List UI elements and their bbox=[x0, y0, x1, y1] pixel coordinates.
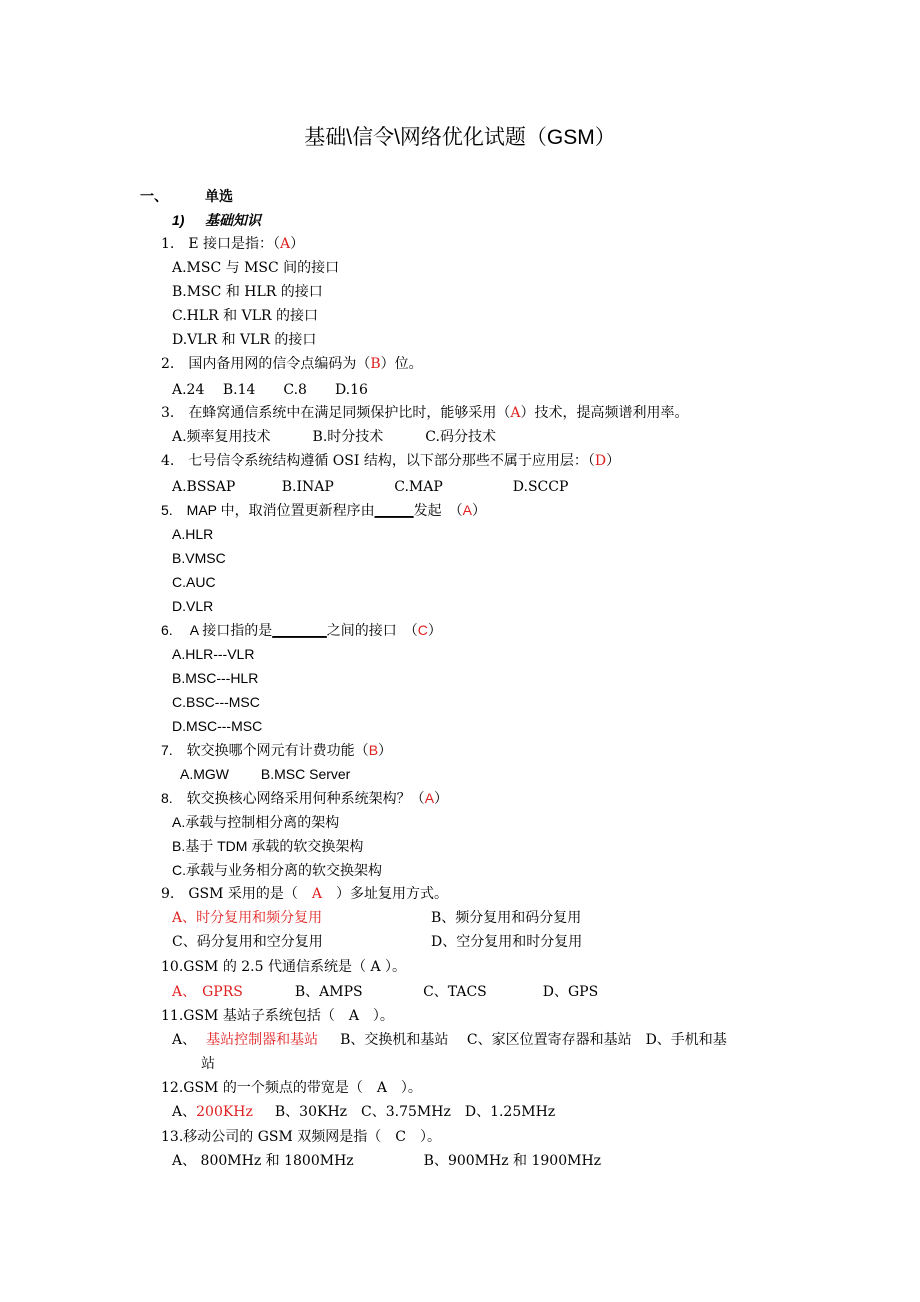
question-1 bbox=[161, 234, 304, 254]
question-9 bbox=[161, 884, 448, 904]
question-stem-end: ） bbox=[606, 453, 621, 469]
question-stem-end: ） bbox=[434, 790, 449, 806]
answer-key: A bbox=[311, 886, 323, 902]
question-stem: 5. MAP 中，取消位置更新程序由 bbox=[161, 502, 375, 518]
option-a-prefix: A、 bbox=[172, 1104, 197, 1120]
question-3 bbox=[161, 403, 688, 423]
answer-key: B bbox=[368, 742, 379, 758]
question-stem: 1. E 接口是指：（ bbox=[161, 236, 281, 252]
option-c: C.AUC bbox=[172, 574, 216, 590]
options-line bbox=[172, 1102, 555, 1122]
option-d: D.MSC---MSC bbox=[172, 718, 263, 734]
question-stem-end: ）技术，提高频谱利用率。 bbox=[520, 405, 689, 421]
section-label: 单选 bbox=[205, 188, 233, 204]
question-stem: 9. GSM 采用的是（ bbox=[161, 886, 312, 902]
option-b: B.VMSC bbox=[172, 550, 226, 566]
question-stem-end: ） bbox=[427, 622, 442, 638]
question-stem-mid: 之间的接口 （ bbox=[326, 622, 418, 638]
option-d: D.VLR bbox=[172, 598, 214, 614]
question-12: 12.GSM 的一个频点的带宽是（ A ）。 bbox=[161, 1080, 422, 1096]
option-b: B.MSC 和 HLR 的接口 bbox=[172, 284, 323, 300]
option-a: A.HLR---VLR bbox=[172, 646, 255, 662]
other-options: B、交换机和基站 C、家区位置寄存器和基站 D、手机和基 bbox=[340, 1032, 727, 1048]
question-6 bbox=[161, 620, 442, 640]
question-2 bbox=[161, 354, 423, 374]
question-stem: 6. A 接口指的是 bbox=[161, 622, 273, 638]
options-line: A.24 B.14 C.8 D.16 bbox=[172, 382, 368, 398]
question-8 bbox=[161, 788, 448, 808]
question-stem: 7. 软交换哪个网元有计费功能（ bbox=[161, 742, 369, 758]
option-a-prefix: A、 bbox=[172, 1032, 197, 1048]
option-a: GPRS bbox=[202, 984, 243, 1000]
subsection-label: 基础知识 bbox=[205, 212, 261, 228]
option-a: 200KHz bbox=[196, 1104, 253, 1120]
option-d: D.VLR 和 VLR 的接口 bbox=[172, 332, 317, 348]
answer-key: B bbox=[370, 356, 381, 372]
option-b: B.基于 TDM 承载的软交换架构 bbox=[172, 838, 364, 854]
options-line bbox=[172, 1030, 727, 1050]
question-stem-mid: 发起 （ bbox=[413, 502, 463, 518]
options-line: A.BSSAP B.INAP C.MAP D.SCCP bbox=[172, 479, 569, 495]
option-b: B、频分复用和码分复用 bbox=[431, 910, 582, 926]
page-title: 基础\信令\网络优化试题（GSM） bbox=[304, 126, 616, 149]
fill-blank: _____ bbox=[374, 502, 414, 518]
option-c: C.BSC---MSC bbox=[172, 694, 260, 710]
question-stem-end: ） bbox=[471, 502, 486, 518]
answer-key: A bbox=[462, 502, 472, 518]
option-a-prefix: A、 bbox=[172, 984, 197, 1000]
answer-key: C bbox=[417, 622, 428, 638]
answer-key: D bbox=[594, 453, 607, 469]
option-a: A、时分复用和频分复用 bbox=[172, 910, 323, 926]
options-line: A.MGW B.MSC Server bbox=[180, 766, 351, 782]
option-b: B.MSC---HLR bbox=[172, 670, 259, 686]
option-a: A.MSC 与 MSC 间的接口 bbox=[172, 260, 340, 276]
answer-key: A bbox=[280, 236, 291, 252]
option-a: A.HLR bbox=[172, 526, 214, 542]
options-line: A、 800MHz 和 1800MHz B、900MHz 和 1900MHz bbox=[172, 1153, 602, 1169]
question-stem: 8. 软交换核心网络采用何种系统架构？（ bbox=[161, 790, 425, 806]
other-options: B、AMPS C、TACS D、GPS bbox=[294, 984, 599, 1000]
question-11: 11.GSM 基站子系统包括（ A ）。 bbox=[161, 1008, 394, 1024]
question-stem: 2. 国内备用网的信令点编码为（ bbox=[161, 356, 371, 372]
options-line: A.频率复用技术 B.时分技术 C.码分技术 bbox=[172, 429, 496, 445]
option-a: 基站控制器和基站 bbox=[206, 1032, 319, 1048]
question-10: 10.GSM 的 2.5 代通信系统是（ A ）。 bbox=[161, 959, 406, 975]
subsection-number: 1) bbox=[172, 212, 185, 228]
option-c: C、码分复用和空分复用 bbox=[172, 934, 323, 950]
question-5 bbox=[161, 500, 486, 520]
option-c: C.HLR 和 VLR 的接口 bbox=[172, 308, 319, 324]
option-c: C.承载与业务相分离的软交换架构 bbox=[172, 862, 382, 878]
option-d: D、空分复用和时分复用 bbox=[431, 934, 583, 950]
question-stem: 3. 在蜂窝通信系统中在满足同频保护比时，能够采用（ bbox=[161, 405, 511, 421]
section-number: 一、 bbox=[140, 188, 168, 204]
question-4 bbox=[161, 451, 620, 471]
question-stem: 4. 七号信令系统结构遵循 OSI 结构，以下部分那些不属于应用层：（ bbox=[161, 453, 595, 469]
question-7 bbox=[161, 740, 392, 760]
question-13: 13.移动公司的 GSM 双频网是指（ C ）。 bbox=[161, 1129, 441, 1145]
question-stem-end: ）多址复用方式。 bbox=[322, 886, 449, 902]
option-a: A.承载与控制相分离的架构 bbox=[172, 814, 340, 830]
other-options: B、30KHz C、3.75MHz D、1.25MHz bbox=[274, 1104, 556, 1120]
question-stem-end: ） bbox=[290, 236, 305, 252]
answer-key: A bbox=[424, 790, 435, 806]
answer-key: A bbox=[510, 405, 521, 421]
options-wrap: 站 bbox=[201, 1056, 215, 1072]
question-stem-end: ） bbox=[378, 742, 393, 758]
question-stem-end: ）位。 bbox=[380, 356, 423, 372]
fill-blank: _______ bbox=[272, 622, 327, 638]
options-line bbox=[172, 982, 598, 1002]
